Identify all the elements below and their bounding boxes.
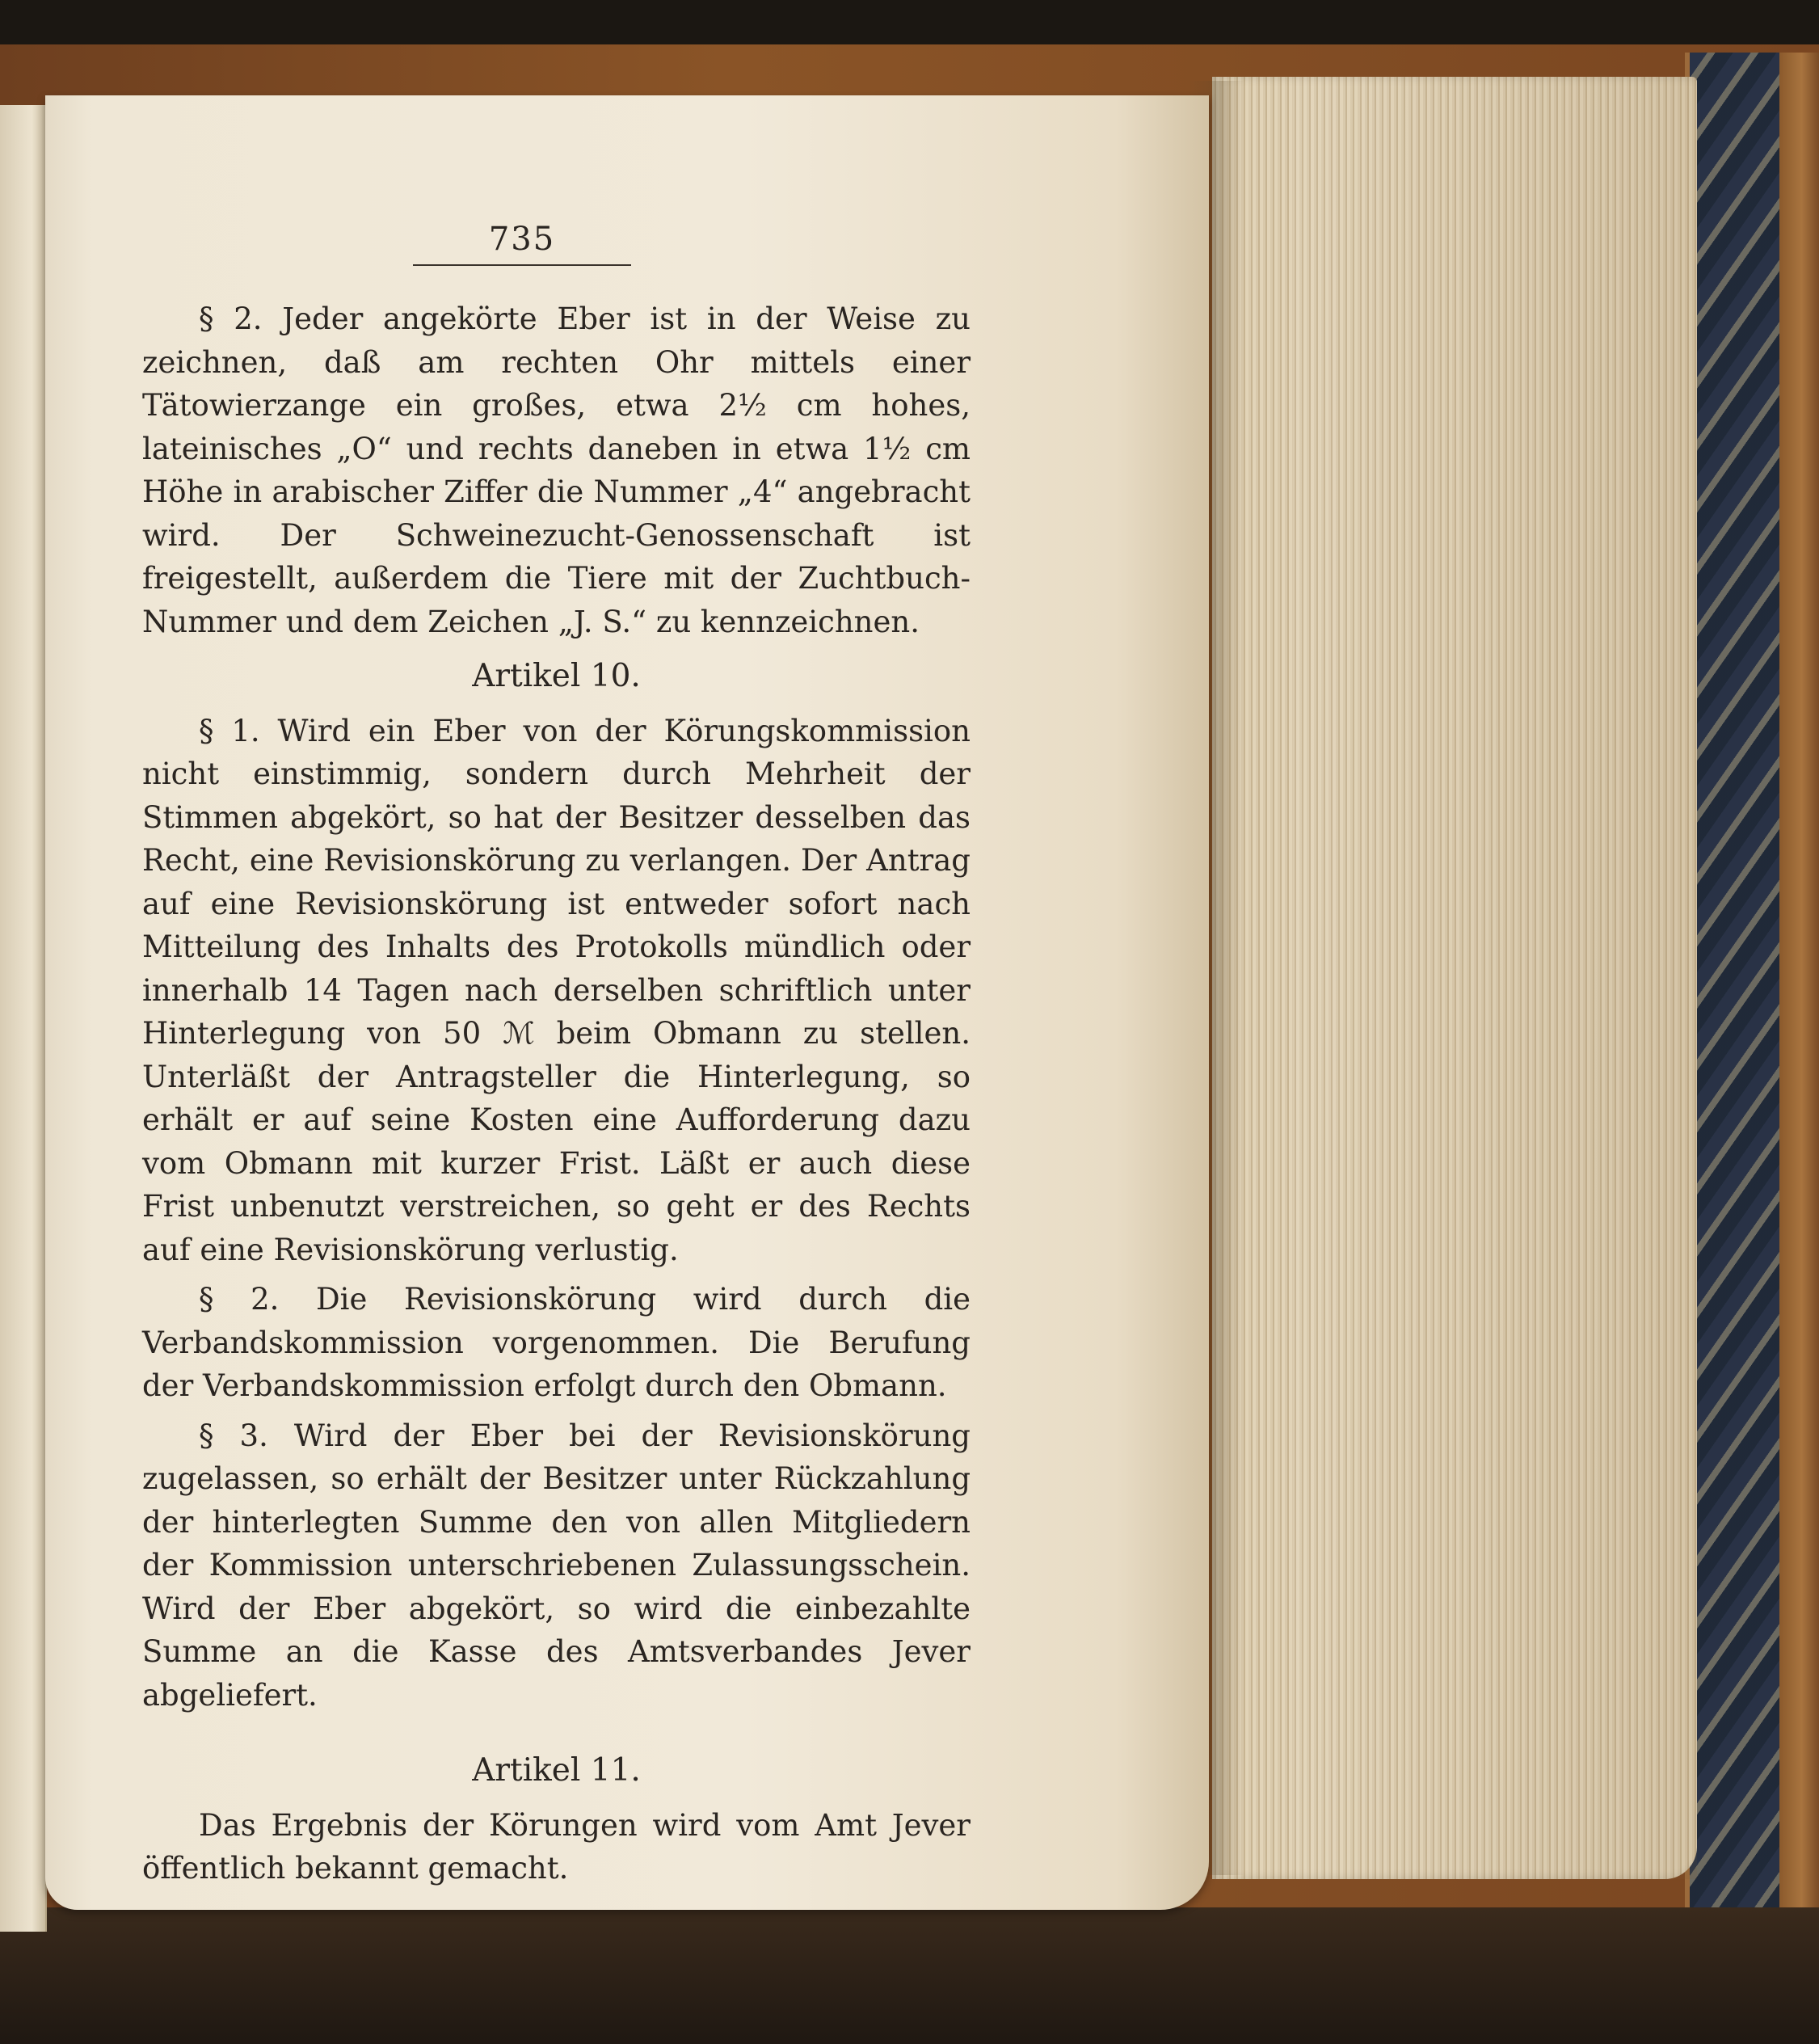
spacer bbox=[142, 643, 971, 655]
spacer bbox=[142, 1717, 971, 1749]
paragraph-art10-s3: § 3. Wird der Eber bei der Revisionskörung zugelassen, so erhält der Besitzer unter Rückzahlung der hinterlegten Summe den von allen Mitgliedern der Kommission unterschriebenen Zulassungsschein. Wird der Eber abgekört, so wird die einbezahlte Summe an die Kasse des Amtsverbandes Jever abgeliefert. bbox=[142, 1418, 971, 1713]
heading-artikel-11: Artikel 11. bbox=[472, 1752, 641, 1789]
spacer bbox=[142, 1793, 971, 1804]
book-page bbox=[45, 95, 1209, 1910]
page-stack bbox=[1212, 77, 1697, 1879]
paragraph-art10-s1: § 1. Wird ein Eber von der Körungskommission nicht einstimmig, sondern durch Mehrheit der Stimmen abgekört, so hat der Besitzer desselben das Recht, eine Revisionskörung zu verlangen. Der Antrag auf eine Revisionskörung ist entweder sofort nach Mitteilung des Inhalts des Protokolls mündlich oder innerhalb 14 Tagen nach derselben schriftlich unter Hinterlegung von 50 ℳ beim Obmann zu stellen. Unterläßt der Antragsteller die Hinterlegung, so erhält er auf seine Kosten eine Aufforderung dazu vom Obmann mit kurzer Frist. Läßt er auch diese Frist unbenutzt verstreichen, so geht er des Rechts auf eine Revisionskörung verlustig. bbox=[142, 713, 971, 1267]
previous-page-edge bbox=[0, 105, 47, 1932]
spacer bbox=[142, 698, 971, 710]
cover-bottom-shadow bbox=[0, 1907, 1819, 2044]
paragraph-art10-s2: § 2. Die Revisionskörung wird durch die Verbandskommission vorgenommen. Die Berufung der Verbandskommission erfolgt durch den Obmann. bbox=[142, 1282, 971, 1403]
paragraph-art9-s2: § 2. Jeder angekörte Eber ist in der Weise zu zeichnen, daß am rechten Ohr mittels einer Tätowierzange ein großes, etwa 2½ cm hohes, lateinisches „O“ und rechts daneben in etwa 1½ cm Höhe in arabischer Ziffer die Nummer „4“ angebracht wird. Der Schweinezucht-Genossenschaft ist freigestellt, außerdem die Tiere mit der Zuchtbuch-Nummer und dem Zeichen „J. S.“ zu kennzeichnen. bbox=[142, 301, 971, 639]
paragraph-art11: Das Ergebnis der Körungen wird vom Amt Jever öffentlich bekannt gemacht. bbox=[142, 1807, 971, 1886]
spacer bbox=[142, 1408, 971, 1414]
heading-artikel-10: Artikel 10. bbox=[472, 658, 641, 694]
marbled-cover-edge bbox=[1685, 53, 1819, 1928]
spacer bbox=[142, 1271, 971, 1278]
page-number: 735 bbox=[413, 221, 631, 266]
page-text bbox=[142, 297, 971, 1890]
